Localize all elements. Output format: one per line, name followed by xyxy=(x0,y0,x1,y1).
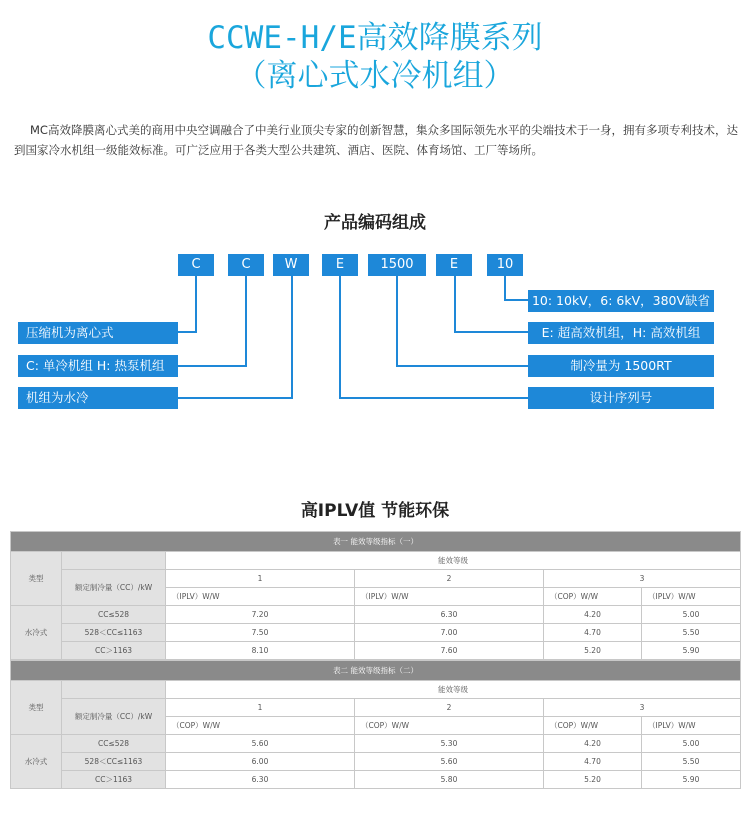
table-row xyxy=(11,606,741,624)
value-cell: 5.20 xyxy=(544,642,642,660)
connector-line xyxy=(178,397,293,399)
code-box-c1: C xyxy=(178,254,214,276)
value-cell: 4.20 xyxy=(544,735,642,753)
value-cell: 4.70 xyxy=(544,753,642,771)
table-row xyxy=(11,753,741,771)
efficiency-table-1 xyxy=(10,531,741,660)
value-cell: 7.50 xyxy=(166,624,355,642)
value-cell: 5.30 xyxy=(355,735,544,753)
label-compressor: 压缩机为离心式 xyxy=(18,322,178,344)
page-subtitle: （离心式水冷机组） xyxy=(235,58,515,94)
value-cell: 5.60 xyxy=(166,735,355,753)
connector-line xyxy=(178,331,197,333)
code-box-10: 10 xyxy=(487,254,523,276)
intro-paragraph: MC高效降膜离心式美的商用中央空调融合了中美行业顶尖专家的创新智慧，集众多国际领先水平的尖端技术于一身，拥有多项专利技术，达到国家冷水机组一级能效标准。可广泛应用于各类大型公共建筑、酒店、医院、体育场馆、工厂等场所。 xyxy=(14,123,738,157)
code-box-1500: 1500 xyxy=(368,254,426,276)
label-efficiency: E: 超高效机组，H: 高效机组 xyxy=(528,322,714,344)
metric-cell: （COP）W/W xyxy=(544,588,642,606)
label-series: 设计序列号 xyxy=(528,387,714,409)
metric-cell: （IPLV）W/W xyxy=(642,588,741,606)
code-box-w: W xyxy=(273,254,309,276)
table-row xyxy=(11,642,741,660)
metric-cell: （COP）W/W xyxy=(166,717,355,735)
type-header: 类型 xyxy=(11,552,62,606)
grade-cell: 2 xyxy=(355,699,544,717)
capacity-cell: 528＜CC≤1163 xyxy=(62,753,166,771)
connector-line xyxy=(504,299,528,301)
capacity-cell: CC≤528 xyxy=(62,606,166,624)
connector-line xyxy=(454,331,528,333)
value-cell: 5.00 xyxy=(642,735,741,753)
grade-header: 能效等级 xyxy=(166,552,741,570)
connector-line xyxy=(396,365,528,367)
row-group-label: 水冷式 xyxy=(11,606,62,660)
capacity-cell: 528＜CC≤1163 xyxy=(62,624,166,642)
label-capacity: 制冷量为 1500RT xyxy=(528,355,714,377)
connector-line xyxy=(339,397,528,399)
table-caption: 表一 能效等级指标（一） xyxy=(11,532,741,552)
grade-cell: 1 xyxy=(166,570,355,588)
value-cell: 7.00 xyxy=(355,624,544,642)
value-cell: 5.90 xyxy=(642,771,741,789)
capacity-cell: CC＞1163 xyxy=(62,771,166,789)
table-row xyxy=(11,771,741,789)
efficiency-table-2 xyxy=(10,660,741,789)
value-cell: 4.20 xyxy=(544,606,642,624)
grade-cell: 3 xyxy=(544,699,741,717)
value-cell: 4.70 xyxy=(544,624,642,642)
value-cell: 5.50 xyxy=(642,624,741,642)
grade-cell: 2 xyxy=(355,570,544,588)
capacity-header: 额定制冷量（CC）/kW xyxy=(62,699,166,735)
capacity-cell: CC≤528 xyxy=(62,735,166,753)
connector-line xyxy=(396,276,398,366)
capacity-cell: CC＞1163 xyxy=(62,642,166,660)
metric-cell: （IPLV）W/W xyxy=(166,588,355,606)
connector-line xyxy=(291,276,293,398)
value-cell: 5.80 xyxy=(355,771,544,789)
value-cell: 5.90 xyxy=(642,642,741,660)
table-row xyxy=(11,735,741,753)
value-cell: 5.50 xyxy=(642,753,741,771)
connector-line xyxy=(504,276,506,301)
value-cell: 6.30 xyxy=(355,606,544,624)
page-title: CCWE-H/E高效降膜系列 xyxy=(207,20,543,56)
grade-header: 能效等级 xyxy=(166,681,741,699)
connector-line xyxy=(195,276,197,332)
table-row xyxy=(11,624,741,642)
metric-cell: （IPLV）W/W xyxy=(355,588,544,606)
section-heading: 高IPLV值 节能环保 xyxy=(300,501,450,521)
value-cell: 5.60 xyxy=(355,753,544,771)
connector-line xyxy=(454,276,456,333)
connector-line xyxy=(245,276,247,366)
label-water-cooled: 机组为水冷 xyxy=(18,387,178,409)
value-cell: 5.20 xyxy=(544,771,642,789)
type-header: 类型 xyxy=(11,681,62,735)
metric-cell: （COP）W/W xyxy=(355,717,544,735)
code-box-e1: E xyxy=(322,254,358,276)
capacity-header: 额定制冷量（CC）/kW xyxy=(62,570,166,606)
value-cell: 8.10 xyxy=(166,642,355,660)
grade-cell: 1 xyxy=(166,699,355,717)
value-cell: 6.30 xyxy=(166,771,355,789)
metric-cell: （COP）W/W xyxy=(544,717,642,735)
row-group-label: 水冷式 xyxy=(11,735,62,789)
label-cooling-type: C: 单冷机组 H: 热泵机组 xyxy=(18,355,178,377)
connector-line xyxy=(339,276,341,398)
connector-line xyxy=(178,365,247,367)
value-cell: 6.00 xyxy=(166,753,355,771)
grade-cell: 3 xyxy=(544,570,741,588)
metric-cell: （IPLV）W/W xyxy=(642,717,741,735)
code-box-e2: E xyxy=(436,254,472,276)
label-voltage: 10: 10kV，6: 6kV，380V缺省 xyxy=(528,290,714,312)
table-caption: 表二 能效等级指标（二） xyxy=(11,661,741,681)
value-cell: 7.60 xyxy=(355,642,544,660)
code-box-c2: C xyxy=(228,254,264,276)
value-cell: 7.20 xyxy=(166,606,355,624)
code-heading: 产品编码组成 xyxy=(324,213,426,233)
value-cell: 5.00 xyxy=(642,606,741,624)
